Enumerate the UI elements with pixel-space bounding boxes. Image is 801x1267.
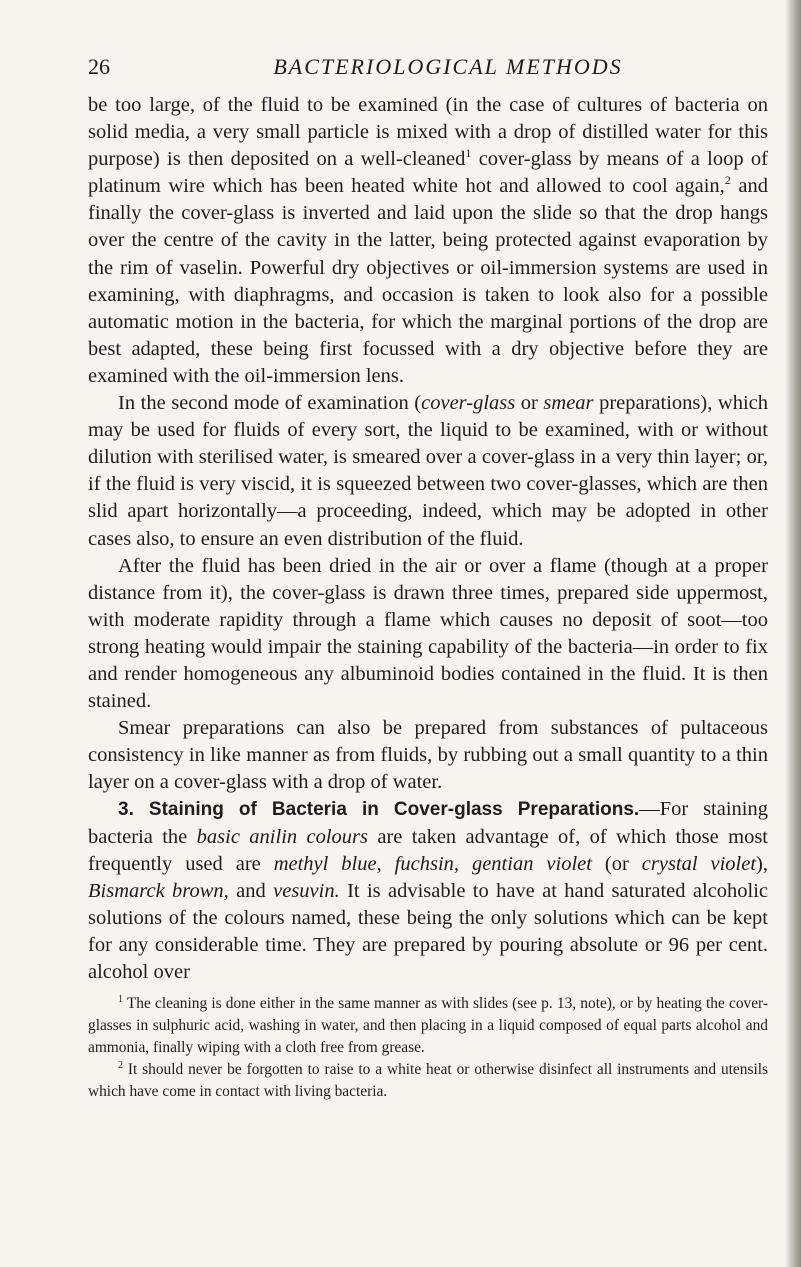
paragraph-5: 3. Staining of Bacteria in Cover-glass Preparations.—For staining bacteria the basic anilin colours are taken advantage of, of which those most frequently used are methyl blue, fuchsin, gentian violet (or crystal violet), Bismarck brown, and vesuvin. It is advisable to have at hand saturated alcoholic solutions of the colours named, these being the only solutions which can be kept for any considerable time. They are prepared by pouring absolute or 96 per cent. alcohol over [88,798,769,983]
paragraph-1: be too large, of the fluid to be examined (in the case of cultures of bacteria on solid media, a very small particle is mixed with a drop of distilled water for this purpose) is then deposited on a well-cleaned$^1$ cover-glass by means of a loop of platinum wire which has been heated white hot and allowed to cool again,$^2$ and finally the cover-glass is inverted and laid upon the slide so that the drop hangs over the centre of the cavity in the latter, being protected against evaporation by the rim of vaselin. Powerful dry objectives or oil-immersion systems are used in examining, with diaphragms, and occasion is taken to look also for a possible automatic motion in the bacteria, for which the marginal portions of the drop are best adapted, these being first focussed with a dry objective before they are examined with the oil-immersion lens. [88,94,769,387]
body-text [88,92,768,986]
page-header [88,48,768,88]
footnotes [88,993,768,1103]
paragraph-4: Smear preparations can also be prepared from substances of pultaceous consistency in like manner as from fluids, by rubbing out a small quantity to a thin layer on a cover-glass with a drop of water. [88,717,768,794]
page-edge-shadow [785,0,801,1267]
paragraph-3: After the fluid has been dried in the air or over a flame (though at a proper distance from it), the cover-glass is drawn three times, prepared side uppermost, with moderate rapidity through a flame which causes no deposit of soot—too strong heating would impair the staining capability of the bacteria—in order to fix and render homogeneous any albuminoid bodies contained in the fluid. It is then stained. [88,554,768,713]
paragraph-2: In the second mode of examination (cover-glass or smear preparations), which may be used for fluids of every sort, the liquid to be examined, with or without dilution with sterilised water, is smeared over a cover-glass in a very thin layer; or, if the fluid is very viscid, it is squeezed between two cover-glasses, which are then slid apart horizontally—a proceeding, indeed, which may be adopted in other cases also, to ensure an even distribution of the fluid. [88,392,769,550]
footnote-2: $^2$ It should never be forgotten to raise to a white heat or otherwise disinfect all instruments and utensils which have come in contact with living bacteria. [88,1060,768,1101]
footnote-1: $^1$ The cleaning is done either in the same manner as with slides (see p. 13, note), or by heating the cover-glasses in sulphuric acid, washing in water, and then placing in a liquid composed of equal parts alcohol and ammonia, finally wiping with a cloth free from grease. [88,994,768,1057]
running-head: BACTERIOLOGICAL METHODS [273,54,623,79]
footnote-ref-2: 2 [724,173,731,188]
footnote-ref-1: 1 [465,146,472,161]
section-heading: 3. Staining of Bacteria in Cover-glass Preparations. [118,799,640,821]
book-page [88,48,768,1103]
page-number: 26 [88,54,110,79]
